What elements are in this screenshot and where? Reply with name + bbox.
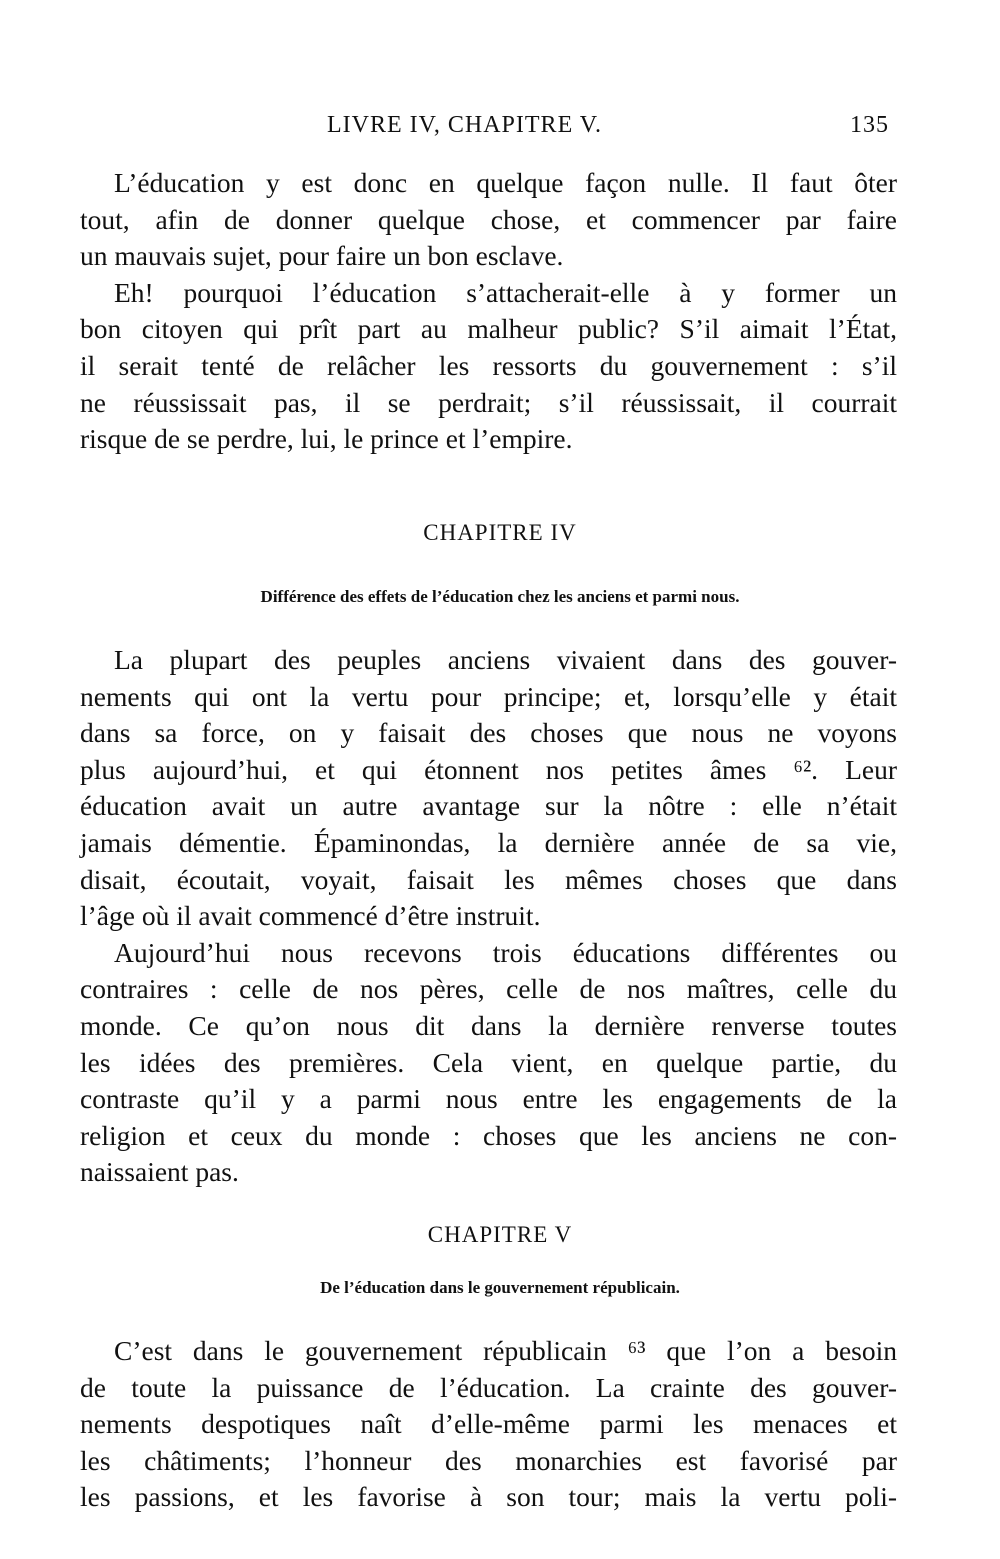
text-line: Aujourd’hui nous recevons trois éducations différentes ou	[114, 936, 897, 968]
text-line: de toute la puissance de l’éducation. La crainte des gouver-	[80, 1371, 897, 1403]
text-line: contraste qu’il y a parmi nous entre les engagements de la	[80, 1083, 897, 1115]
text-block-2	[80, 642, 897, 1191]
text-line: C’est dans le gouvernement républicain ⁶³ que l’on a besoin	[114, 1335, 897, 1366]
text-line: monde. Ce qu’on nous dit dans la dernière renverse toutes	[80, 1009, 897, 1041]
text-line: ne réussissait pas, il se perdrait; s’il réussissait, il courrait	[80, 386, 897, 418]
text-line: les passions, et les favorise à son tour; mais la vertu poli-	[80, 1481, 897, 1513]
page-number: 135	[850, 112, 889, 138]
text-line: L’éducation y est donc en quelque façon nulle. Il faut ôter	[114, 167, 897, 198]
text-line: disait, écoutait, voyait, faisait les mêmes choses que dans	[80, 863, 897, 895]
chapter-heading-5: CHAPITRE V	[427, 1222, 573, 1247]
running-title: LIVRE IV, CHAPITRE V.	[327, 112, 603, 138]
text-line: religion et ceux du monde : choses que les anciens ne con-	[80, 1119, 897, 1151]
text-line: bon citoyen qui prît part au malheur public? S’il aimait l’État,	[80, 313, 897, 345]
chapter-heading-4: CHAPITRE IV	[423, 520, 577, 545]
text-block-1	[80, 165, 897, 458]
text-block-3	[80, 1333, 897, 1516]
text-line: contraires : celle de nos pères, celle de nos maîtres, celle du	[80, 973, 897, 1005]
text-line: naissaient pas.	[80, 1156, 239, 1188]
text-line: tout, afin de donner quelque chose, et commencer par faire	[80, 203, 897, 235]
text-line: l’âge où il avait commencé d’être instruit.	[80, 900, 541, 932]
text-line: les châtiments; l’honneur des monarchies est favorisé par	[80, 1444, 897, 1476]
text-line: La plupart des peuples anciens vivaient dans des gouver-	[114, 644, 897, 675]
text-line: les idées des premières. Cela vient, en quelque partie, du	[80, 1046, 897, 1078]
text-line: éducation avait un autre avantage sur la nôtre : elle n’était	[80, 790, 897, 822]
text-line: Eh! pourquoi l’éducation s’attacherait-elle à y former un	[114, 276, 897, 308]
text-line: nements despotiques naît d’elle-même parmi les menaces et	[80, 1408, 897, 1440]
chapter-subtitle-4: Différence des effets de l’éducation chez les anciens et parmi nous.	[260, 587, 740, 606]
text-line: dans sa force, on y faisait des choses que nous ne voyons	[80, 717, 897, 749]
text-line: plus aujourd’hui, et qui étonnent nos petites âmes ⁶². Leur	[80, 753, 897, 785]
running-header	[0, 112, 1000, 146]
text-line: jamais démentie. Épaminondas, la dernière année de sa vie,	[80, 826, 897, 858]
chapter-subtitle-5: De l’éducation dans le gouvernement républicain.	[320, 1278, 680, 1297]
text-line: un mauvais sujet, pour faire un bon esclave.	[80, 240, 564, 272]
text-line: nements qui ont la vertu pour principe; et, lorsqu’elle y était	[80, 680, 897, 712]
text-line: il serait tenté de relâcher les ressorts du gouvernement : s’il	[80, 349, 897, 381]
text-line: risque de se perdre, lui, le prince et l’empire.	[80, 423, 573, 455]
